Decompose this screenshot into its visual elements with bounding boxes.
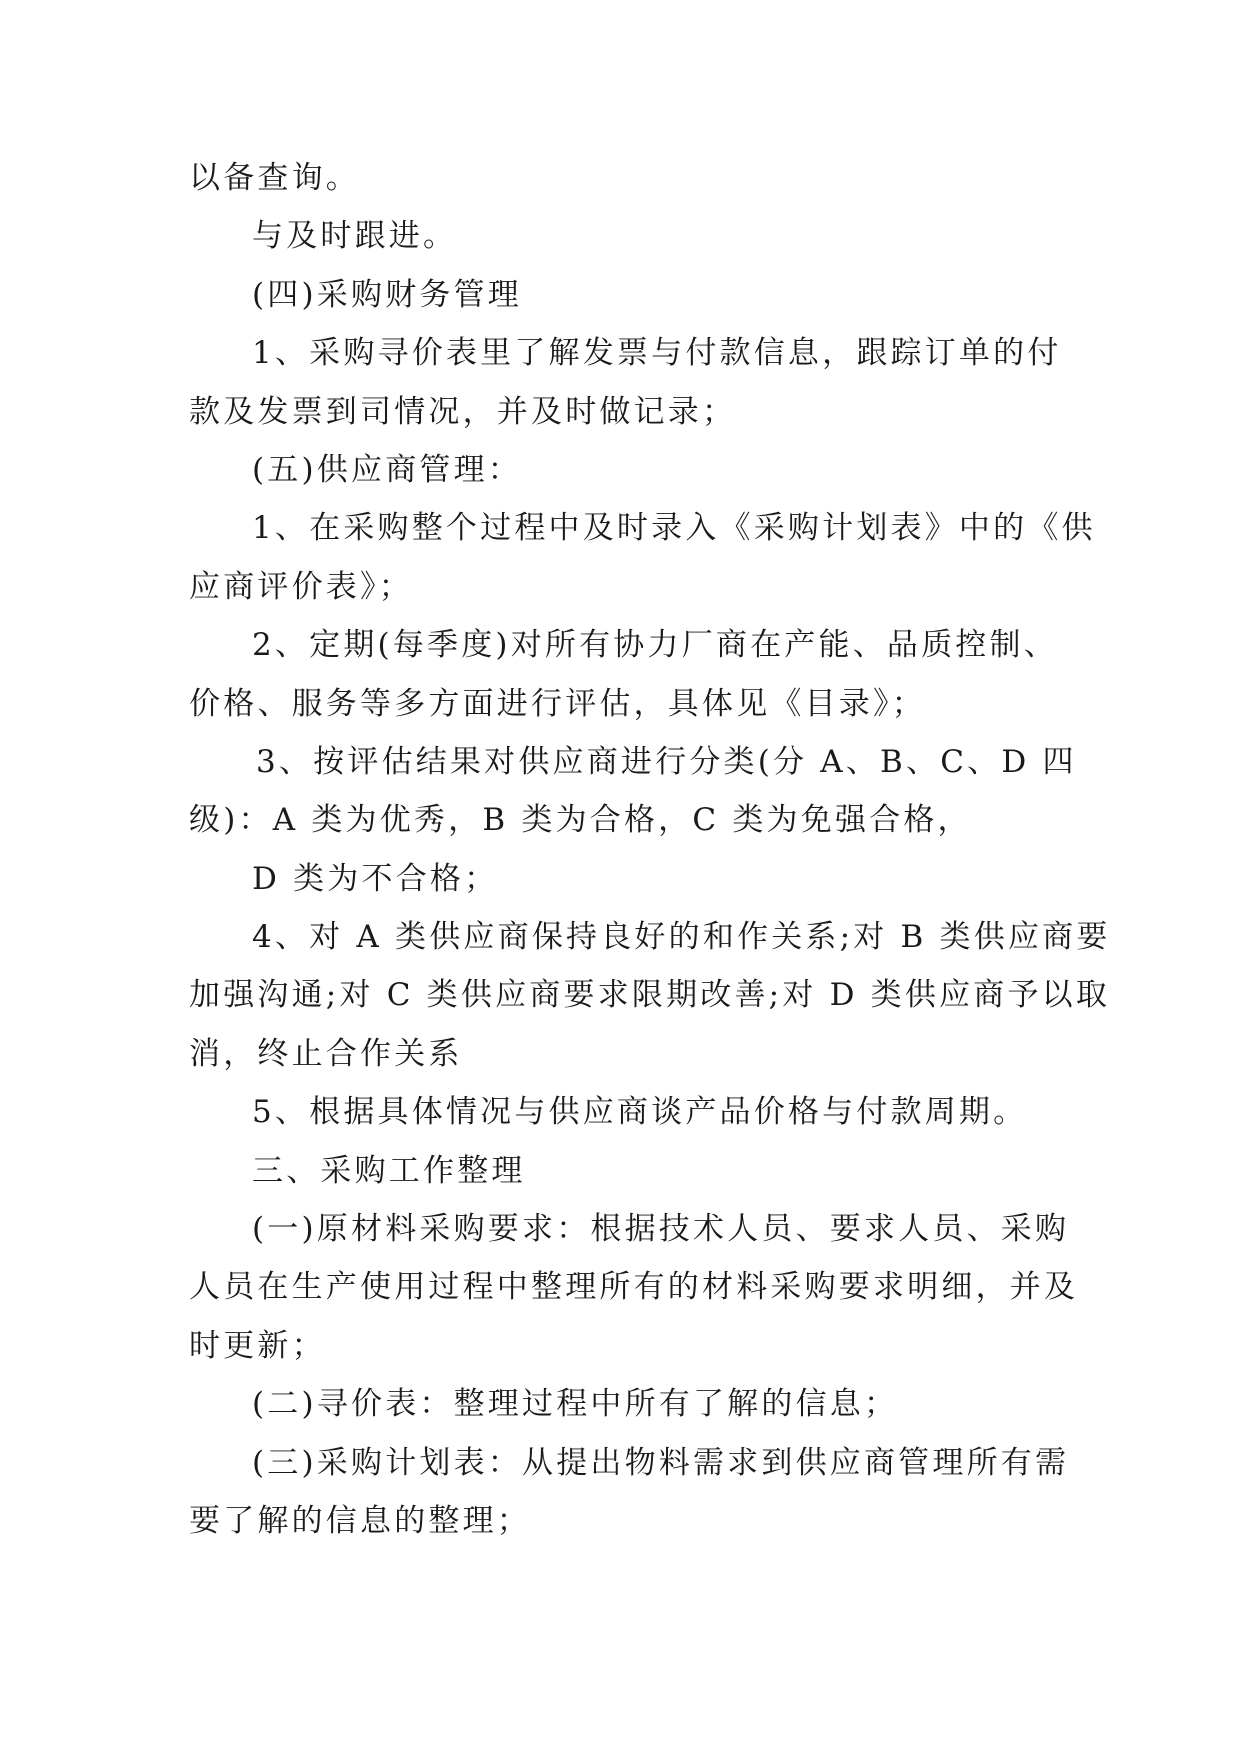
document-body: [189, 149, 1111, 1550]
text-line: 加强沟通;对 C 类供应商要求限期改善;对 D 类供应商予以取: [189, 977, 1111, 1014]
text-line: 消，终止合作关系: [189, 1035, 463, 1072]
text-line: 2、定期(每季度)对所有协力厂商在产能、品质控制、: [252, 627, 1058, 664]
text-line: 4、对 A 类供应商保持良好的和作关系;对 B 类供应商要: [252, 919, 1111, 956]
section-heading: (四)采购财务管理: [252, 276, 522, 313]
text-line: 5、根据具体情况与供应商谈产品价格与付款周期。: [252, 1094, 1028, 1131]
text-line: 与及时跟进。: [252, 218, 458, 255]
text-line: (一)原材料采购要求：根据技术人员、要求人员、采购: [252, 1211, 1070, 1248]
text-line: 3、按评估结果对供应商进行分类(分 A、B、C、D 四: [256, 743, 1077, 780]
text-line: (三)采购计划表：从提出物料需求到供应商管理所有需: [252, 1444, 1070, 1481]
text-line: 以备查询。: [189, 160, 360, 196]
section-heading: 三、采购工作整理: [252, 1152, 526, 1189]
text-line: 价格、服务等多方面进行评估，具体见《目录》；: [189, 685, 926, 722]
text-line: 要了解的信息的整理；: [189, 1502, 531, 1539]
text-line: 时更新；: [189, 1327, 326, 1364]
text-line: 应商评价表》；: [189, 568, 413, 605]
text-line: (二)寻价表：整理过程中所有了解的信息；: [252, 1386, 899, 1423]
text-line: 人员在生产使用过程中整理所有的材料采购要求明细，并及: [189, 1269, 1079, 1306]
text-line: 级)：A 类为优秀，B 类为合格，C 类为免强合格，: [189, 802, 972, 839]
text-line: 款及发票到司情况，并及时做记录；: [189, 393, 737, 430]
text-line: D 类为不合格；: [252, 860, 499, 897]
text-line: 1、采购寻价表里了解发票与付款信息，跟踪订单的付: [252, 335, 1062, 372]
section-heading: (五)供应商管理：: [252, 451, 522, 488]
text-line: 1、在采购整个过程中及时录入《采购计划表》中的《供: [252, 510, 1096, 547]
